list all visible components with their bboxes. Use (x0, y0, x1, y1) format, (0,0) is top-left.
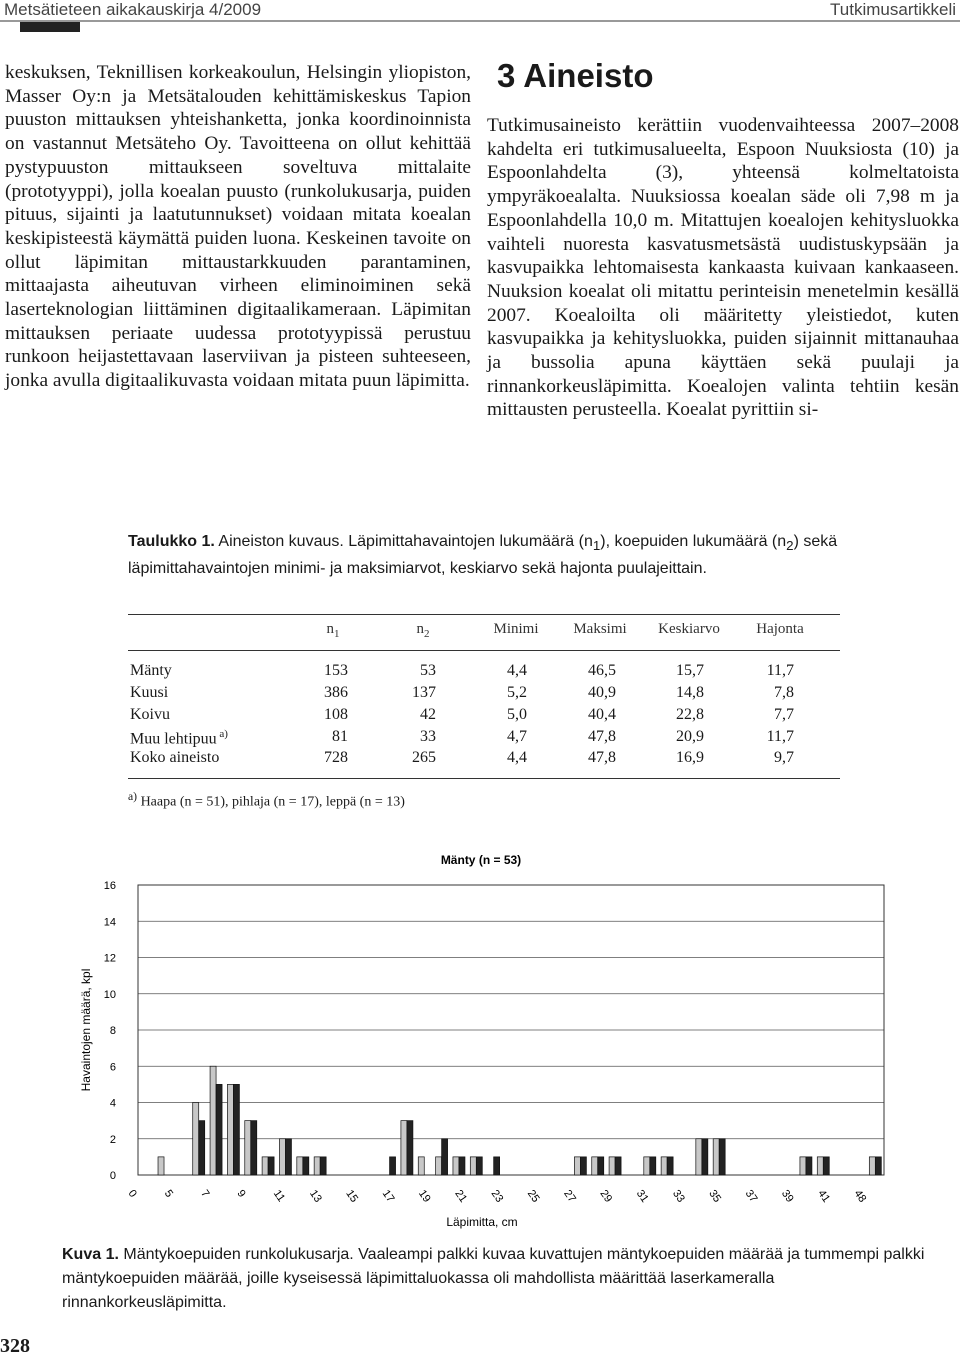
table-bottom-rule (128, 778, 840, 779)
bar-dark (442, 1139, 448, 1175)
table-cell: 53 (420, 662, 436, 679)
column-left (5, 61, 471, 393)
bar-light (609, 1157, 615, 1175)
section-heading: 3 Aineisto (497, 57, 654, 94)
table-cell: 7,8 (774, 684, 794, 701)
y-tick-label: 12 (103, 952, 116, 965)
bar-light (644, 1157, 650, 1175)
x-tick-label: 35 (706, 1187, 724, 1205)
x-tick-label: 33 (670, 1187, 687, 1205)
table-cell: 33 (420, 728, 436, 745)
x-tick-label: 31 (633, 1187, 651, 1205)
table-cell: 40,4 (588, 706, 616, 723)
bar-dark (303, 1157, 309, 1175)
bar-dark (216, 1084, 222, 1175)
caption-sub-2: 2 (786, 538, 794, 554)
bar-light (713, 1139, 719, 1175)
table-header-cell: Maksimi (573, 621, 627, 637)
y-tick-label: 6 (109, 1061, 116, 1074)
bar-light (193, 1103, 199, 1176)
table-header-cell: Hajonta (756, 621, 804, 637)
table-cell: 46,5 (588, 662, 616, 679)
bar-dark (476, 1157, 482, 1175)
table-cell: 81 (332, 728, 348, 745)
bar-light (661, 1157, 667, 1175)
bar-dark (199, 1121, 205, 1175)
y-axis-label: Havaintojen määrä, kpl (79, 968, 93, 1092)
x-tick-label: 21 (452, 1187, 470, 1205)
table-cell: 4,7 (507, 728, 527, 745)
table-cell: 16,9 (676, 749, 704, 766)
y-tick-label: 4 (109, 1097, 116, 1110)
bar-light (418, 1157, 424, 1175)
table-row-label: Mänty (130, 662, 172, 679)
bar-light (314, 1157, 320, 1175)
table-cell: 4,4 (507, 749, 527, 766)
table-cell: 7,7 (774, 706, 794, 723)
bar-dark (459, 1157, 465, 1175)
journal-title: Metsätieteen aikakauskirja 4/2009 (4, 0, 262, 19)
bar-chart (0, 840, 960, 1235)
table-header-cell: Minimi (493, 621, 539, 637)
table-cell: 4,4 (507, 662, 527, 679)
table-cell: 5,2 (507, 684, 527, 701)
bar-dark (407, 1121, 413, 1175)
table-row-label: Koko aineisto (130, 749, 220, 766)
figure-caption-text: Mäntykoepuiden runkolukusarja. Vaaleampi palkki kuvaa kuvattujen mäntykoepuiden määrää ja tummempi palkki mäntykoepuiden määrää, joille kyseisessä läpimittaluokassa oli mahdollista määrittää laserkameralla rinnankorkeusläpimitta. (62, 1246, 925, 1311)
bar-light (297, 1157, 303, 1175)
table-row-label: Koivu (130, 706, 170, 723)
bar-dark (823, 1157, 829, 1175)
table-cell: 265 (412, 749, 436, 766)
column-right (487, 114, 959, 422)
x-tick-label: 9 (234, 1187, 248, 1200)
table-cell: 386 (324, 684, 348, 701)
x-tick-label: 41 (815, 1187, 833, 1205)
x-tick-label: 13 (307, 1187, 324, 1205)
bar-dark (390, 1157, 396, 1175)
bar-dark (650, 1157, 656, 1175)
table-label: Taulukko 1. (128, 533, 215, 550)
y-tick-label: 0 (109, 1170, 116, 1182)
bar-dark (615, 1157, 621, 1175)
bar-light (592, 1157, 598, 1175)
bar-light (279, 1139, 285, 1175)
bar-light (210, 1066, 216, 1175)
table-cell: 9,7 (774, 749, 794, 766)
y-tick-label: 2 (109, 1133, 116, 1146)
x-axis-label: Läpimitta, cm (446, 1215, 518, 1229)
x-tick-label: 15 (343, 1187, 361, 1205)
table-cell: 11,7 (766, 728, 794, 745)
y-tick-label: 14 (103, 916, 116, 929)
bar-light (262, 1157, 268, 1175)
bar-light (800, 1157, 806, 1175)
table-cell: 137 (412, 684, 436, 701)
bar-light (470, 1157, 476, 1175)
bar-light (401, 1121, 407, 1175)
table-caption (128, 530, 848, 580)
bar-dark (702, 1139, 708, 1175)
footnote-mark: a) (128, 790, 138, 803)
y-tick-label: 8 (109, 1025, 116, 1037)
x-tick-label: 23 (488, 1187, 506, 1205)
x-tick-label: 37 (742, 1187, 760, 1205)
table-cell: 728 (324, 749, 348, 766)
bar-light (574, 1157, 580, 1175)
bar-light (817, 1157, 823, 1175)
table-cell: 108 (324, 706, 348, 723)
y-tick-label: 16 (103, 880, 116, 892)
bar-light (227, 1084, 233, 1175)
footnote-text: Haapa (n = 51), pihlaja (n = 17), leppä (n = 13) (140, 794, 405, 810)
table-cell: 15,7 (676, 662, 704, 679)
chart-title: Mänty (n = 53) (440, 853, 522, 867)
bar-dark (875, 1157, 881, 1175)
table-header-cell: $n_1$ (326, 621, 340, 640)
bar-dark (233, 1084, 239, 1175)
bar-dark (320, 1157, 326, 1175)
table-footnote (128, 790, 405, 811)
table-cell: 47,8 (588, 749, 616, 766)
article-type: Tutkimusartikkeli (830, 0, 956, 19)
header-block (20, 22, 80, 32)
table-cell: 42 (420, 706, 436, 723)
table-cell: 5,0 (507, 706, 527, 723)
bar-dark (251, 1121, 257, 1175)
table-cell: 40,9 (588, 684, 616, 701)
x-tick-label: 19 (415, 1187, 433, 1205)
table-top-rule (128, 614, 840, 615)
table-caption-part: ), koepuiden lukumäärä (n (600, 533, 787, 550)
bar-dark (580, 1157, 586, 1175)
table-cell: 47,8 (588, 728, 616, 745)
x-tick-label: 11 (270, 1187, 288, 1205)
table-row-label: Muu lehtipuu $^{a)}$ (130, 728, 228, 748)
figure-caption (62, 1243, 932, 1315)
body-paragraph: keskuksen, Teknillisen korkeakoulun, Helsingin yliopiston, Masser Oy:n ja Metsätalouden kehittämiskeskus Tapion puuston mittauksen yhteishanketta, jonka koordinoinnista on vastannut Metsäteho Oy. Tavoitteena on ollut kehittää pystypuuston mittaukseen soveltuva mittalaite (prototyyppi), jolla koealan puusto (runkolukusarja, puiden pituus, sijainti ja laatutunnukset) voidaan mitata koealan keskipisteestä käymättä puiden luona. Keskeinen tavoite on ollut läpimitan mittaustarkkuuden parantaminen, mittaajasta aiheutuvan virheen eliminoiminen sekä laserteknologian liittäminen digitaalikameraan. Läpimitan mittauksen periaate uudessa prototyypissä perustuu runkoon heijastettavaan laserviivan ja pisteen suhteeseen, jonka avulla digitaalikuvasta voidaan mitata puun läpimitta. (5, 62, 471, 392)
page-number: 328 (0, 1335, 30, 1357)
x-tick-label: 17 (379, 1187, 397, 1205)
table-caption-part: Aineiston kuvaus. Läpimittahavaintojen lukumäärä (n (218, 533, 593, 550)
x-tick-label: 29 (597, 1187, 615, 1205)
bar-dark (268, 1157, 274, 1175)
table-header-cell: Keskiarvo (658, 621, 720, 637)
table-cell: 14,8 (676, 684, 704, 701)
x-tick-label: 5 (161, 1187, 176, 1200)
bar-light (696, 1139, 702, 1175)
table-header-rule (128, 650, 840, 651)
table-cell: 153 (324, 662, 348, 679)
figure-label: Kuva 1. (62, 1246, 119, 1263)
x-tick-label: 27 (561, 1187, 578, 1205)
running-header (0, 0, 960, 22)
bar-light (245, 1121, 251, 1175)
x-tick-label: 0 (125, 1187, 139, 1200)
x-tick-label: 7 (198, 1187, 212, 1200)
table-caption-part: ) sekä läpimittahavaintojen minimi- ja maksimiarvot, keskiarvo sekä hajonta puulajeittain. (128, 533, 838, 578)
bar-light (436, 1157, 442, 1175)
caption-sub-1: 1 (592, 538, 601, 554)
bar-dark (719, 1139, 725, 1175)
table-cell: 11,7 (766, 662, 794, 679)
table-cell: 22,8 (676, 706, 704, 723)
bar-light (869, 1157, 875, 1175)
bar-dark (667, 1157, 673, 1175)
y-tick-label: 10 (103, 988, 116, 1001)
header-rule (0, 20, 960, 22)
x-tick-label: 48 (851, 1187, 869, 1205)
bar-dark (285, 1139, 291, 1175)
bar-dark (806, 1157, 812, 1175)
bar-dark (494, 1157, 500, 1175)
table-header-cell: $n_2$ (416, 621, 430, 640)
table-cell: 20,9 (676, 728, 704, 745)
table-row-label: Kuusi (130, 684, 169, 701)
section-paragraph: Tutkimusaineisto kerättiin vuodenvaihteessa 2007–2008 kahdelta eri tutkimusalueelta, Espoon Nuuksiosta (10) ja Espoonlahdelta (3), yhteensä kolmeltatoista ympyräkoealalta. Nuuksiossa koealan säde oli 7,98 m ja Espoonlahdella 10,0 m. Mitattujen koealojen kehitysluokka vaihteli nuoresta kasvatusmetsästä uudistuskypsään ja kasvupaikka lehtomaisesta kankaasta kuivaan kankaaseen. Nuuksion koealat oli mitattu perinteisin menetelmin kesällä 2007. Koealoilta oli määritetty yleistiedot, kuten kasvupaikka ja kehitysluokka, puiden sijainnit mittanauhaa ja bussolia apuna käyttäen sekä puulaji ja rinnankorkeusläpimitta. Koealojen valinta tehtiin kesän mittausten perusteella. Koealat pyrittiin si- (487, 115, 959, 421)
bar-light (453, 1157, 459, 1175)
bar-light (158, 1157, 164, 1175)
x-tick-label: 25 (524, 1187, 542, 1205)
bar-dark (598, 1157, 604, 1175)
x-tick-label: 39 (778, 1187, 796, 1205)
